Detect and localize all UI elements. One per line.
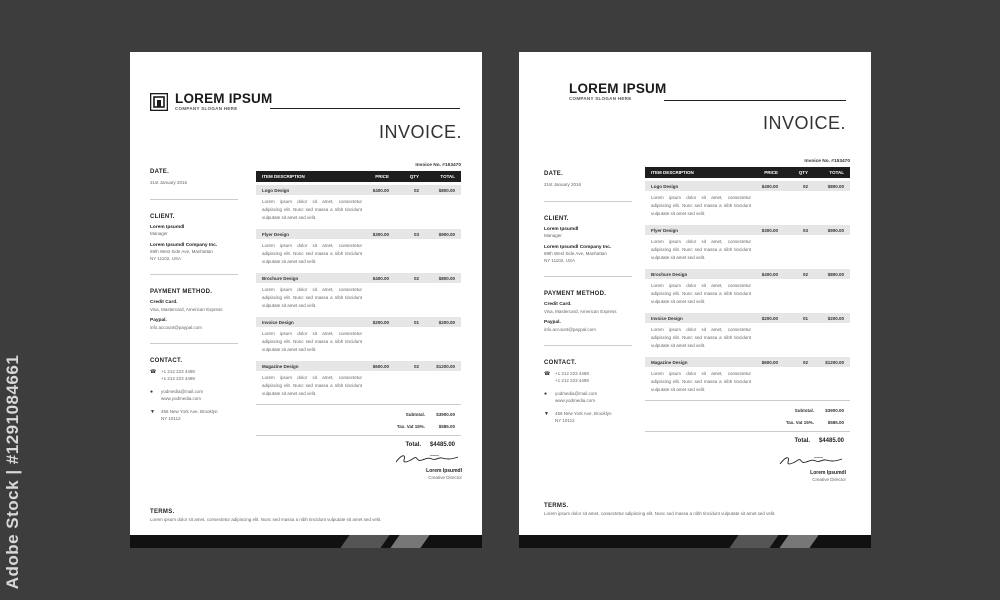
- footer-stripe: [340, 535, 389, 548]
- card-detail: Visa, Mastercard, American Express: [150, 306, 223, 312]
- table-row: Flyer Design $300.00 03 $900.00 Lorem ipsum dolor sit amet, consectetur adipiscing elit. Nunc sed massa a nibh tincidunt vulputate sit amet sed velit.: [256, 229, 461, 270]
- subtotal-row: Subtotal. $3900.00: [405, 412, 455, 417]
- location-pin-icon: ▼: [544, 411, 549, 417]
- divider: [544, 276, 632, 277]
- grand-total-row: Total. $4485.00: [645, 431, 850, 444]
- subtotal-row: Subtotal. $3900.00: [794, 408, 844, 413]
- contact-phone: ☎ +1 212 223 4498 +1 212 223 4498: [544, 371, 589, 383]
- contact-email: ● yodmedia@mail.com www.yodmedia.com: [544, 391, 598, 403]
- table-rows: [256, 185, 461, 402]
- handwritten-signature: [776, 454, 846, 468]
- invoice-title: INVOICE.: [762, 113, 846, 133]
- phone-icon: ☎: [150, 369, 157, 375]
- grand-total-row: Total. $4485.00: [256, 435, 461, 448]
- handwritten-signature: [392, 452, 462, 466]
- invoice-number: Invoice No. #153470: [804, 159, 850, 164]
- divider: [150, 343, 238, 344]
- divider: [544, 201, 632, 202]
- client-company: Lorem Ipsumdl Company Inc.: [544, 244, 612, 250]
- paypal-title: Paypal.: [150, 318, 167, 323]
- table-row: Magazine Design $600.00 02 $1200.00 Lorem ipsum dolor sit amet, consectetur adipiscing elit. Nunc sed massa a nibh tincidunt vulputate sit amet sed velit.: [256, 361, 461, 402]
- client-address-1: 69th West Side Ave, Manhattan: [150, 249, 213, 254]
- table-row: Invoice Design $200.00 01 $200.00 Lorem ipsum dolor sit amet, consectetur adipiscing elit. Nunc sed massa a nibh tincidunt vulputate sit amet sed velit.: [256, 317, 461, 358]
- signature-block: [776, 454, 846, 482]
- divider: [544, 345, 632, 346]
- date-heading: DATE.: [544, 171, 564, 177]
- payment-heading: PAYMENT METHOD.: [150, 289, 213, 295]
- date-value: 21st January 2016: [150, 180, 188, 185]
- payment-heading: PAYMENT METHOD.: [544, 291, 607, 297]
- client-name: Lorem Ipsumdl: [544, 226, 579, 232]
- table-row: Logo Design $400.00 02 $800.00 Lorem ipsum dolor sit amet, consectetur adipiscing elit. Nunc sed massa a nibh tincidunt vulputate sit amet sed velit.: [645, 181, 850, 222]
- invoice-page-left: [130, 52, 482, 548]
- client-role: Manager: [150, 231, 168, 236]
- company-slogan: COMPANY SLOGAN HERE: [175, 106, 238, 111]
- divider: [256, 404, 461, 405]
- card-detail: Visa, Mastercard, American Express: [544, 308, 617, 314]
- invoice-table-area: [256, 163, 461, 448]
- signer-name: Lorem Ipsumdl: [426, 468, 462, 474]
- company-name: LOREM IPSUM: [569, 81, 667, 96]
- card-title: Credit Card.: [150, 300, 178, 305]
- signature-block: [392, 452, 462, 480]
- paypal-detail: info.account@paypal.com: [544, 326, 596, 332]
- table-row: Brochure Design $400.00 02 $800.00 Lorem ipsum dolor sit amet, consectetur adipiscing elit. Nunc sed massa a nibh tincidunt vulputate sit amet sed velit.: [645, 269, 850, 310]
- footer-stripe: [779, 535, 818, 548]
- table-row: Flyer Design $300.00 03 $900.00 Lorem ipsum dolor sit amet, consectetur adipiscing elit. Nunc sed massa a nibh tincidunt vulputate sit amet sed velit.: [645, 225, 850, 266]
- terms-text: Lorem ipsum dolor sit amet, consectetur adipiscing elit. Nunc sed massa a nibh tincidunt vulputate sit amet sed velit.: [544, 511, 776, 516]
- signer-name: Lorem Ipsumdl: [810, 470, 846, 476]
- table-header: ITEM DESCRIPTION PRICE QTY TOTAL: [256, 171, 461, 182]
- client-role: Manager: [544, 233, 562, 238]
- table-header: ITEM DESCRIPTION PRICE QTY TOTAL: [645, 167, 850, 178]
- contact-address: ▼ 456 New York Ave, Brooklyn NY 10112: [544, 411, 612, 423]
- info-sidebar: [544, 171, 634, 431]
- tax-row: Tax. Vat 15%. $585.00: [785, 420, 844, 425]
- client-heading: CLIENT.: [150, 213, 175, 220]
- client-address-1: 69th West Side Ave, Manhattan: [544, 251, 607, 256]
- info-sidebar: [150, 169, 240, 429]
- date-value: 21st January 2016: [544, 182, 582, 187]
- invoice-title: INVOICE.: [378, 122, 462, 142]
- stock-watermark: Adobe Stock | #1291084661: [3, 354, 22, 590]
- date-heading: DATE.: [150, 169, 170, 175]
- terms-heading: TERMS.: [150, 509, 175, 515]
- contact-heading: CONTACT.: [150, 358, 183, 364]
- invoice-number: Invoice No. #153470: [415, 163, 461, 168]
- company-name: LOREM IPSUM: [175, 91, 273, 106]
- paypal-detail: info.account@paypal.com: [150, 324, 202, 330]
- client-heading: CLIENT.: [544, 215, 569, 222]
- invoice-page-right: [519, 52, 871, 548]
- contact-phone: ☎ +1 212 223 4498 +1 212 223 4498: [150, 369, 195, 381]
- tax-row: Tax. Vat 15%. $585.00: [396, 424, 455, 429]
- table-row: Magazine Design $600.00 02 $1200.00 Lorem ipsum dolor sit amet, consectetur adipiscing elit. Nunc sed massa a nibh tincidunt vulputate sit amet sed velit.: [645, 357, 850, 398]
- divider: [645, 400, 850, 401]
- location-pin-icon: ▼: [150, 409, 155, 415]
- company-logo: [569, 82, 666, 101]
- contact-heading: CONTACT.: [544, 360, 577, 366]
- paypal-title: Paypal.: [544, 320, 561, 325]
- footer-bar: [130, 535, 482, 548]
- divider: [150, 199, 238, 200]
- table-row: Logo Design $400.00 02 $800.00 Lorem ipsum dolor sit amet, consectetur adipiscing elit. Nunc sed massa a nibh tincidunt vulputate sit amet sed velit.: [256, 185, 461, 226]
- client-address-2: NY 11102, USA: [544, 257, 576, 263]
- globe-icon: ●: [150, 389, 154, 395]
- phone-icon: ☎: [544, 371, 551, 377]
- terms-heading: TERMS.: [544, 503, 569, 509]
- terms-section: [150, 509, 470, 524]
- card-title: Credit Card.: [544, 302, 572, 307]
- footer-stripe: [729, 535, 778, 548]
- signer-role: Creative Director: [428, 475, 462, 480]
- terms-text: Lorem ipsum dolor sit amet, consectetur adipiscing elit. Nunc sed massa a nibh tincidunt vulputate sit amet sed velit.: [150, 517, 382, 522]
- contact-email: ● yodmedia@mail.com www.yodmedia.com: [150, 389, 204, 401]
- table-row: Invoice Design $200.00 01 $200.00 Lorem ipsum dolor sit amet, consectetur adipiscing elit. Nunc sed massa a nibh tincidunt vulputate sit amet sed velit.: [645, 313, 850, 354]
- table-rows: [645, 181, 850, 398]
- logo-mark-icon: [150, 93, 168, 111]
- contact-address: ▼ 456 New York Ave, Brooklyn NY 10112: [150, 409, 218, 421]
- globe-icon: ●: [544, 391, 548, 397]
- company-slogan: COMPANY SLOGAN HERE: [569, 96, 632, 101]
- header-divider: [664, 100, 846, 101]
- footer-bar: [519, 535, 871, 548]
- client-address-2: NY 11102, USA: [150, 255, 182, 261]
- divider: [150, 274, 238, 275]
- company-logo: [150, 92, 272, 111]
- table-row: Brochure Design $400.00 02 $800.00 Lorem ipsum dolor sit amet, consectetur adipiscing elit. Nunc sed massa a nibh tincidunt vulputate sit amet sed velit.: [256, 273, 461, 314]
- signer-role: Creative Director: [812, 477, 846, 482]
- invoice-table-area: [645, 159, 850, 444]
- terms-section: [544, 503, 864, 518]
- header-divider: [270, 108, 460, 109]
- footer-stripe: [390, 535, 429, 548]
- client-company: Lorem Ipsumdl Company Inc.: [150, 242, 218, 248]
- client-name: Lorem Ipsumdl: [150, 224, 185, 230]
